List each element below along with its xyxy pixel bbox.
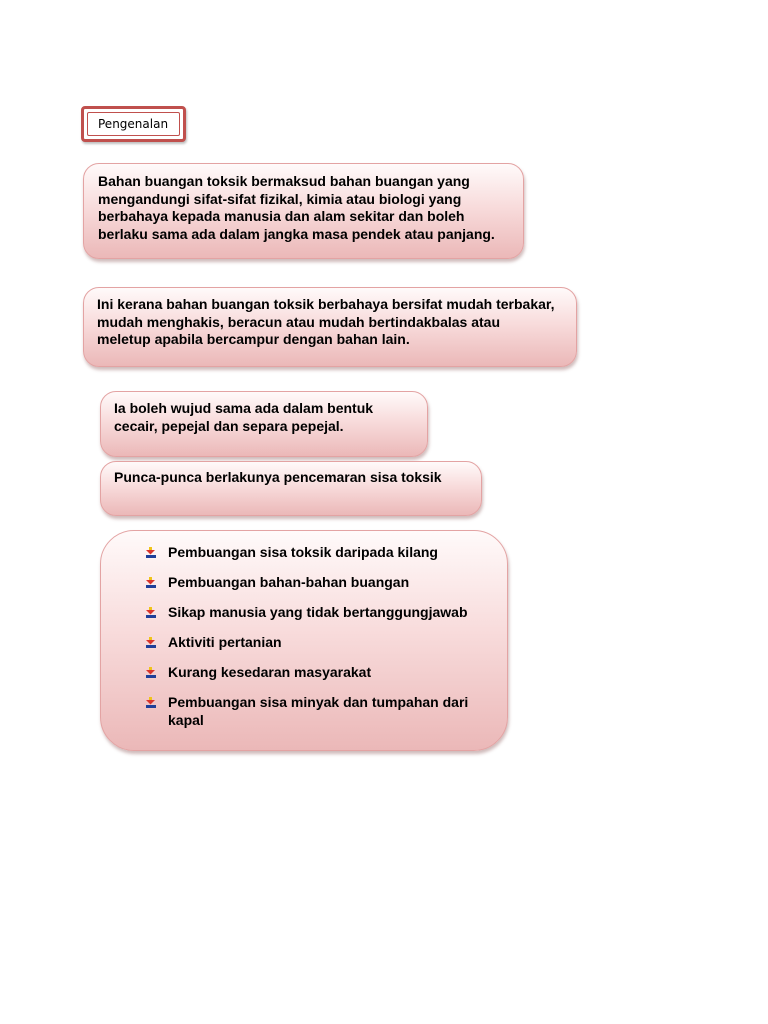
colored-arrow-bullet-icon	[145, 607, 157, 619]
list-item-text: Pembuangan sisa toksik daripada kilang	[168, 544, 438, 560]
causes-list	[143, 544, 487, 729]
causes-heading-box	[100, 461, 482, 516]
list-item-text: Sikap manusia yang tidak bertanggungjawab	[168, 604, 468, 620]
causes-heading: Punca-punca berlakunya pencemaran sisa toksik	[114, 469, 442, 485]
list-item-text: kapal	[168, 711, 204, 728]
colored-arrow-bullet-icon	[145, 577, 157, 589]
text-line: berbahaya kepada manusia dan alam sekitar dan boleh	[98, 208, 465, 224]
colored-arrow-bullet-icon	[145, 697, 157, 709]
text-line: Bahan buangan toksik bermaksud bahan buangan yang	[98, 173, 470, 189]
list-item	[143, 604, 487, 622]
text-line: Ini kerana bahan buangan toksik berbahaya bersifat mudah terbakar,	[97, 296, 555, 312]
properties-box	[83, 287, 577, 367]
text-line: Ia boleh wujud sama ada dalam bentuk	[114, 400, 374, 416]
list-item-text: Kurang kesedaran masyarakat	[168, 664, 372, 680]
list-item	[143, 544, 487, 562]
text-line: cecair, pepejal dan separa pepejal.	[114, 417, 344, 434]
colored-arrow-bullet-icon	[145, 667, 157, 679]
list-item	[143, 694, 487, 729]
section-heading: Pengenalan	[87, 112, 180, 136]
colored-arrow-bullet-icon	[145, 637, 157, 649]
list-item	[143, 634, 487, 652]
causes-list-box	[100, 530, 508, 751]
list-item-text: Pembuangan bahan-bahan buangan	[168, 574, 410, 590]
definition-box	[83, 163, 524, 259]
list-item-text: Aktiviti pertanian	[168, 634, 282, 650]
list-item	[143, 574, 487, 592]
list-item-text: Pembuangan sisa minyak dan tumpahan dari	[168, 694, 469, 710]
list-item	[143, 664, 487, 682]
text-line: mengandungi sifat-sifat fizikal, kimia atau biologi yang	[98, 190, 462, 207]
forms-box	[100, 391, 428, 457]
text-line: meletup apabila bercampur dengan bahan lain.	[97, 331, 410, 347]
colored-arrow-bullet-icon	[145, 547, 157, 559]
text-line: mudah menghakis, beracun atau mudah bertindakbalas atau	[97, 313, 500, 330]
text-line: berlaku sama ada dalam jangka masa pendek atau panjang.	[98, 225, 495, 242]
section-heading-box	[81, 106, 186, 142]
